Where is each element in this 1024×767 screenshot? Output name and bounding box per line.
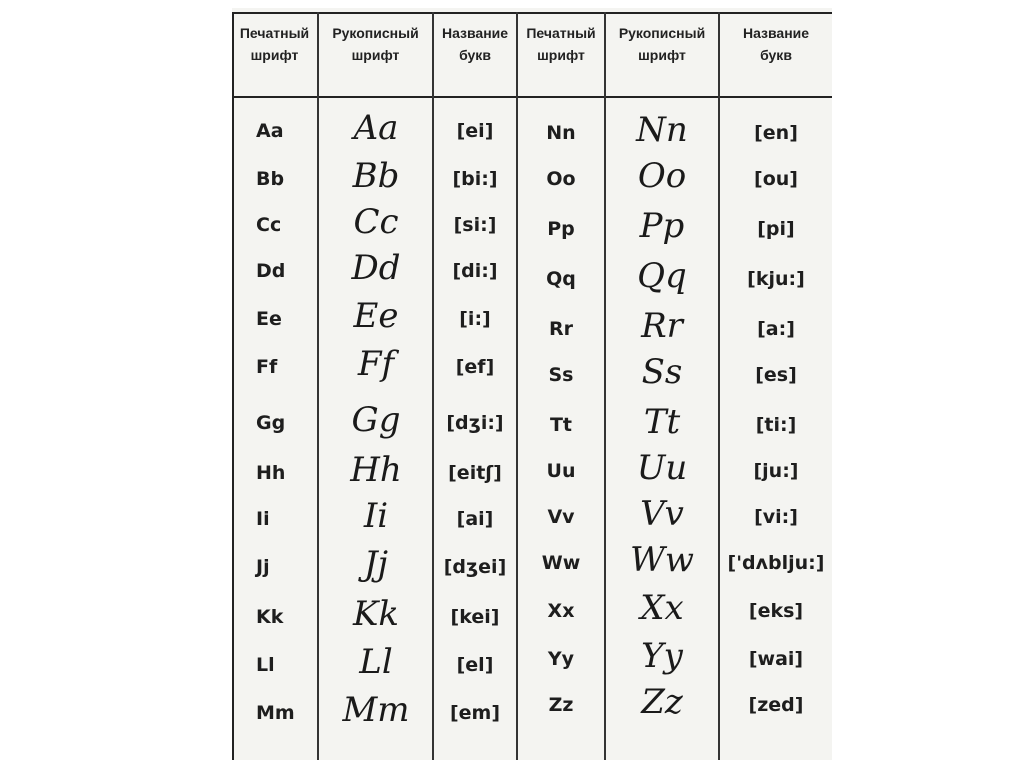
print-letter: Zz (548, 694, 574, 716)
print-letter: Cc (256, 214, 282, 236)
header-label: шрифт (250, 47, 299, 63)
header-label: шрифт (638, 47, 686, 63)
handwritten-letter: Ss (641, 352, 683, 392)
letter-name: [eitʃ] (448, 462, 502, 484)
handwritten-letter: Aa (353, 108, 399, 148)
handwritten-letter: Gg (351, 400, 401, 440)
header-label: букв (459, 47, 491, 63)
handwritten-letter: Ii (363, 496, 389, 536)
print-letter: Mm (256, 702, 295, 724)
print-letter: Kk (256, 606, 284, 628)
letter-name: [ou] (754, 168, 798, 190)
alphabet-table (232, 8, 832, 760)
header-label: Название (441, 25, 509, 41)
print-letter: Aa (256, 120, 284, 142)
letter-name: [a:] (757, 318, 795, 340)
letter-name: [pi] (757, 218, 795, 240)
handwritten-letter: Pp (639, 206, 685, 246)
header-name-left (434, 22, 516, 66)
print-letter: Ww (541, 552, 581, 574)
print-letter: Oo (546, 168, 576, 190)
handwritten-letter: Oo (637, 156, 687, 196)
handwritten-letter: Tt (643, 402, 681, 442)
letter-name: [zed] (748, 694, 804, 716)
print-letter: Hh (256, 462, 286, 484)
print-letter: Ff (256, 356, 278, 378)
letter-name: [ei] (456, 120, 494, 142)
header-print-left (232, 22, 317, 66)
handwritten-letter: Rr (641, 306, 683, 346)
table-left-border (232, 12, 234, 760)
print-letter: Yy (547, 648, 575, 670)
letter-name: [si:] (453, 214, 497, 236)
print-letter: Uu (546, 460, 576, 482)
table-top-border (232, 12, 832, 14)
print-letter: Ee (256, 308, 282, 330)
header-name-right (720, 22, 832, 66)
handwritten-letter: Vv (640, 494, 684, 534)
handwritten-letter: Mm (342, 690, 410, 730)
handwritten-letter: Nn (636, 110, 688, 150)
letter-name: [bi:] (452, 168, 498, 190)
handwritten-letter: Ff (357, 344, 395, 384)
handwritten-letter: Kk (352, 594, 399, 634)
handwritten-letter: Ww (629, 540, 695, 580)
letter-name: [en] (754, 122, 798, 144)
letter-name: [el] (456, 654, 494, 676)
handwritten-letter: Hh (350, 450, 402, 490)
letter-name: ['dʌblju:] (727, 552, 825, 574)
handwritten-letter: Qq (637, 256, 687, 296)
letter-name: [ti:] (755, 414, 797, 436)
print-letter: Pp (547, 218, 575, 240)
print-letter: Tt (549, 414, 573, 436)
header-print-right (518, 22, 604, 66)
header-label: Рукописный (618, 25, 706, 41)
letter-name: [em] (449, 702, 501, 724)
print-letter: Gg (256, 412, 286, 434)
header-label: Печатный (239, 25, 310, 41)
print-letter: Xx (547, 600, 575, 622)
letter-name: [es] (755, 364, 797, 386)
print-letter: Ss (548, 364, 574, 386)
letter-name: [kei] (450, 606, 500, 628)
handwritten-letter: Dd (351, 248, 401, 288)
print-letter: Vv (547, 506, 575, 528)
header-separator (232, 96, 832, 98)
letter-name: [ju:] (753, 460, 799, 482)
handwritten-letter: Bb (352, 156, 400, 196)
handwritten-letter: Zz (641, 682, 683, 722)
handwritten-letter: Uu (636, 448, 688, 488)
letter-name: [eks] (748, 600, 804, 622)
letter-name: [vi:] (754, 506, 798, 528)
header-label: букв (760, 47, 792, 63)
handwritten-letter: Xx (640, 588, 684, 628)
print-letter: Ii (256, 508, 270, 530)
handwritten-letter: Cc (353, 202, 399, 242)
print-letter: Ll (256, 654, 275, 676)
header-script-right (606, 22, 718, 66)
letter-name: [i:] (459, 308, 491, 330)
print-letter: Bb (256, 168, 285, 190)
print-letter: Jj (256, 556, 270, 578)
header-label: Рукописный (332, 25, 419, 41)
header-label: Название (742, 25, 810, 41)
header-label: шрифт (537, 47, 585, 63)
header-script-left (319, 22, 432, 66)
letter-name: [ef] (455, 356, 495, 378)
letter-name: [di:] (452, 260, 498, 282)
header-label: шрифт (351, 47, 400, 63)
letter-name: [ai] (456, 508, 494, 530)
print-letter: Rr (548, 318, 573, 340)
print-letter: Nn (546, 122, 576, 144)
letter-name: [dʒi:] (446, 412, 504, 434)
letter-name: [kju:] (747, 268, 805, 290)
handwritten-letter: Ll (359, 642, 393, 682)
handwritten-letter: Jj (363, 544, 389, 584)
header-label: Печатный (526, 25, 596, 41)
print-letter: Qq (546, 268, 576, 290)
handwritten-letter: Ee (353, 296, 399, 336)
letter-name: [wai] (748, 648, 804, 670)
print-letter: Dd (256, 260, 286, 282)
handwritten-letter: Yy (641, 636, 683, 676)
col-divider-1 (317, 12, 319, 760)
letter-name: [dʒei] (443, 556, 507, 578)
